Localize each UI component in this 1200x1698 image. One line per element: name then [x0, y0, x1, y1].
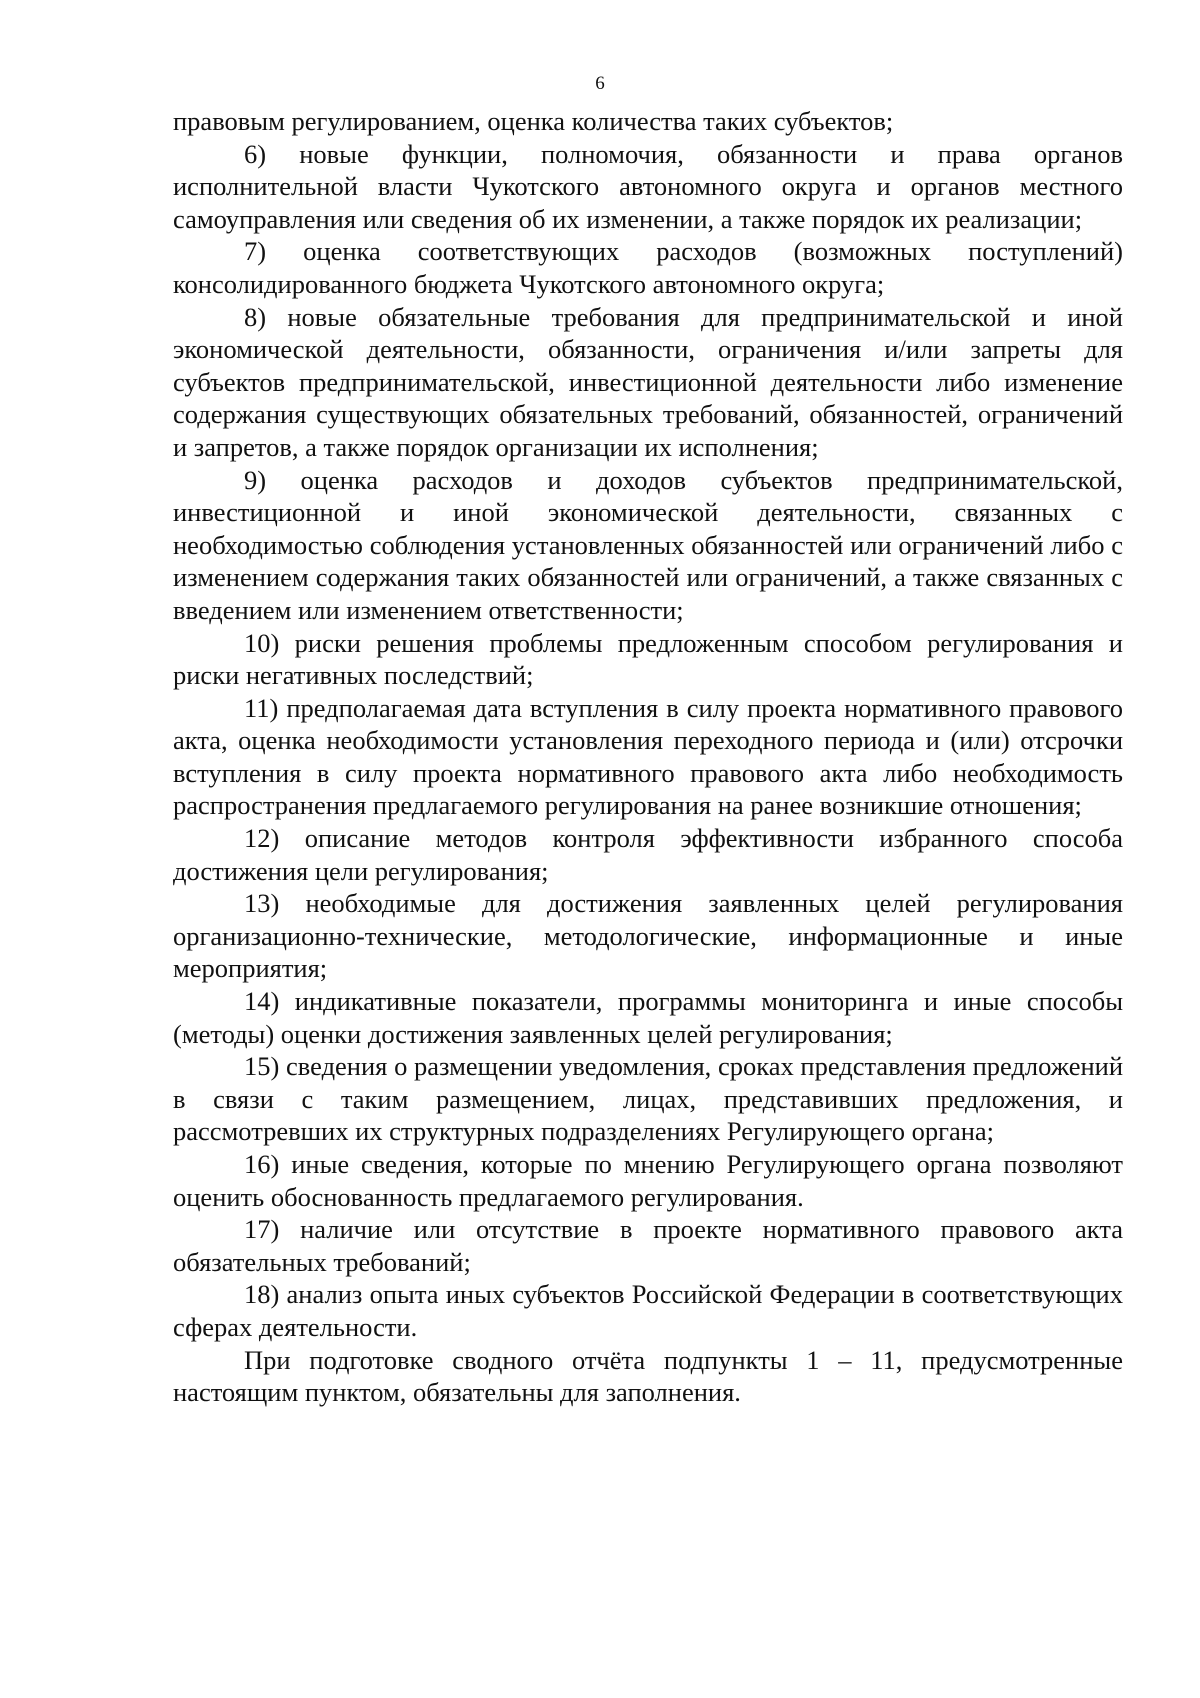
list-item-9: 9) оценка расходов и доходов субъектов предпринимательской, инвестиционной и иной экономической деятельности, связанных с необходимостью соблюдения установленных обязанностей или ограничений либо с изменением содержания таких обязанностей или ограничений, а также связанных с введением или изменением ответственности; — [173, 464, 1123, 625]
document-body — [173, 105, 1123, 1409]
list-item-10: 10) риски решения проблемы предложенным способом регулирования и риски негативных последствий; — [173, 627, 1123, 691]
list-item-12: 12) описание методов контроля эффективности избранного способа достижения цели регулирования; — [173, 823, 1123, 886]
list-item-7: 7) оценка соответствующих расходов (возможных поступлений) консолидированного бюджета Чукотского автономного округа; — [173, 236, 1123, 299]
paragraph-continuation: правовым регулированием, оценка количества таких субъектов; — [173, 106, 894, 136]
list-item-16: 16) иные сведения, которые по мнению Регулирующего органа позволяют оценить обоснованность предлагаемого регулирования. — [173, 1149, 1123, 1212]
list-item-17: 17) наличие или отсутствие в проекте нормативного правового акта обязательных требований; — [173, 1214, 1123, 1277]
list-item-18: 18) анализ опыта иных субъектов Российской Федерации в соответствующих сферах деятельности. — [173, 1279, 1123, 1342]
list-item-8: 8) новые обязательные требования для предпринимательской и иной экономической деятельности, обязанности, ограничения и/или запреты для субъектов предпринимательской, инвестиционной деятельности либо изменение содержания существующих обязательных требований, обязанностей, ограничений и запретов, а также порядок организации их исполнения; — [173, 301, 1123, 462]
list-item-11: 11) предполагаемая дата вступления в силу проекта нормативного правового акта, оценка необходимости установления переходного периода и (или) отсрочки вступления в силу проекта нормативного правового акта либо необходимость распространения предлагаемого регулирования на ранее возникшие отношения; — [173, 692, 1123, 821]
list-item-15: 15) сведения о размещении уведомления, сроках представления предложений в связи с таким размещением, лицах, представивших предложения, и рассмотревших их структурных подразделениях Регулирующего органа; — [173, 1051, 1123, 1147]
list-item-13: 13) необходимые для достижения заявленных целей регулирования организационно-технические, методологические, информационные и иные мероприятия; — [173, 888, 1123, 984]
list-item-6: 6) новые функции, полномочия, обязанности и права органов исполнительной власти Чукотского автономного округа и органов местного самоуправления или сведения об их изменении, а также порядок их реализации; — [173, 138, 1123, 234]
closing-paragraph: При подготовке сводного отчёта подпункты 1 – 11, предусмотренные настоящим пунктом, обязательны для заполнения. — [173, 1344, 1123, 1408]
list-item-14: 14) индикативные показатели, программы мониторинга и иные способы (методы) оценки достижения заявленных целей регулирования; — [173, 986, 1123, 1049]
page-number: 6 — [595, 73, 605, 94]
